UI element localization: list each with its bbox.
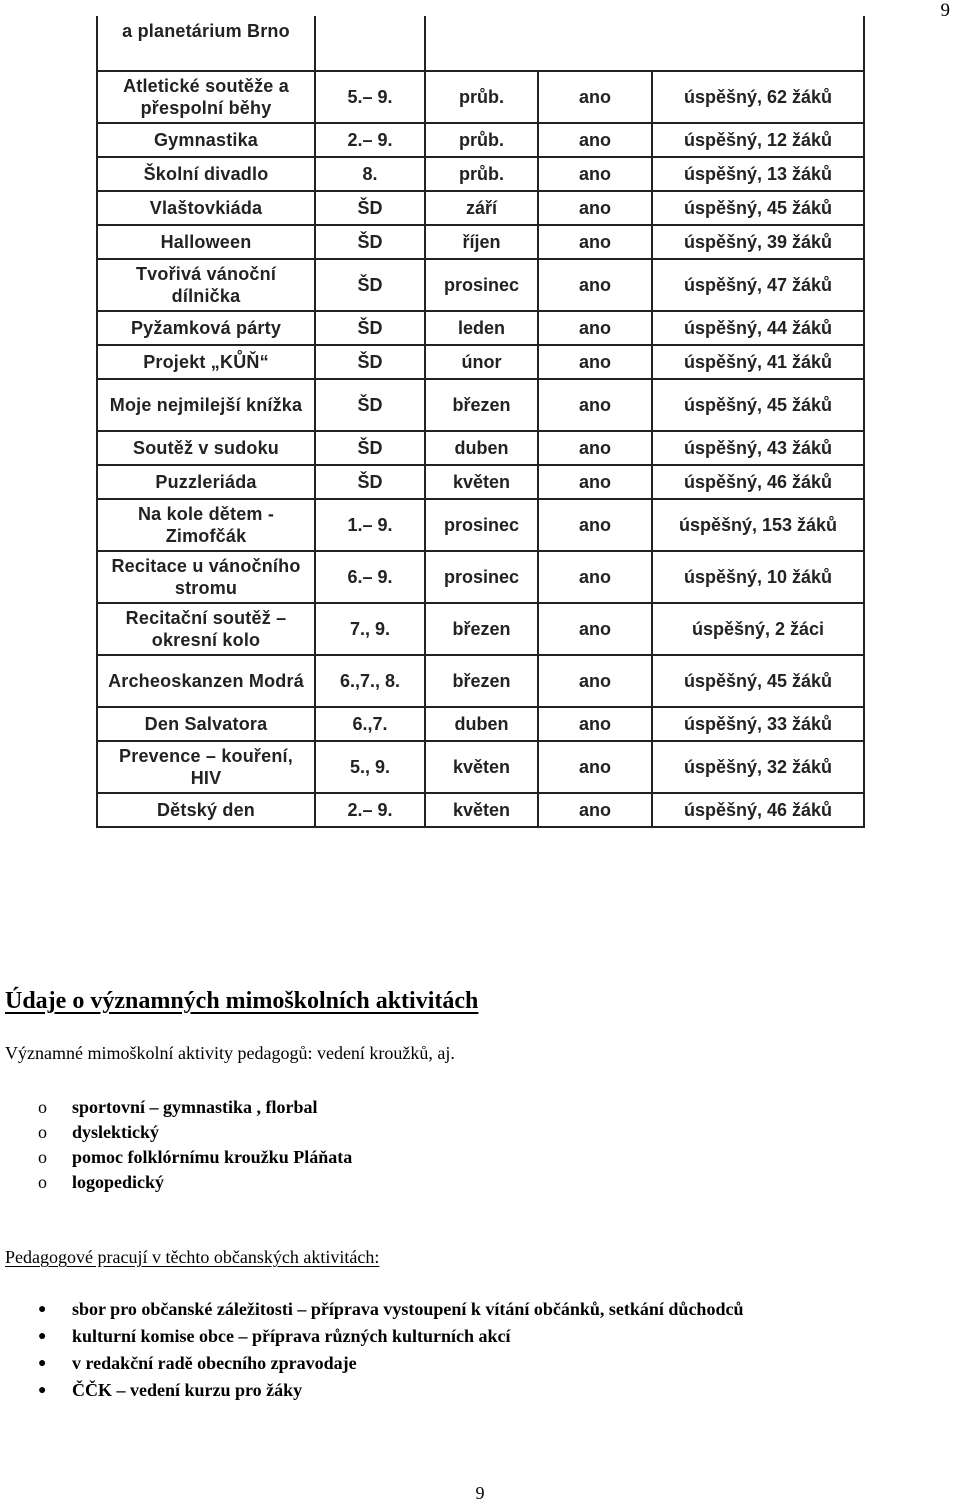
cell-result: úspěšný, 46 žáků <box>652 793 864 827</box>
circle-list-item <box>5 1095 352 1120</box>
footer-page-number: 9 <box>475 1483 485 1503</box>
cell-empty-wide <box>425 16 864 71</box>
cell-held: ano <box>538 707 652 741</box>
cell-result: úspěšný, 32 žáků <box>652 741 864 793</box>
cell-activity-name: Halloween <box>97 225 315 259</box>
cell-classes: 5., 9. <box>315 741 425 793</box>
dot-list-item <box>5 1350 743 1377</box>
cell-activity-name: Puzzleriáda <box>97 465 315 499</box>
cell-held: ano <box>538 225 652 259</box>
cell-activity-name: Gymnastika <box>97 123 315 157</box>
circle-list-item-text: pomoc folklórnímu kroužku Pláňata <box>72 1147 353 1167</box>
cell-result: úspěšný, 44 žáků <box>652 311 864 345</box>
cell-activity-name: Prevence – kouření, HIV <box>97 741 315 793</box>
circle-list-item <box>5 1145 352 1170</box>
dot-list-item-text: sbor pro občanské záležitosti – příprava vystoupení k vítání občánků, setkání důchodců <box>72 1299 744 1319</box>
cell-when: květen <box>425 465 538 499</box>
circle-bullet-icon: o <box>38 1147 47 1167</box>
table-row <box>97 379 864 431</box>
cell-when: březen <box>425 379 538 431</box>
cell-classes: 5.– 9. <box>315 71 425 123</box>
cell-when: březen <box>425 655 538 707</box>
cell-result: úspěšný, 13 žáků <box>652 157 864 191</box>
cell-held: ano <box>538 157 652 191</box>
cell-classes: 6.– 9. <box>315 551 425 603</box>
cell-when: průb. <box>425 157 538 191</box>
cell-held: ano <box>538 431 652 465</box>
table-row <box>97 603 864 655</box>
cell-result: úspěšný, 47 žáků <box>652 259 864 311</box>
cell-when: květen <box>425 793 538 827</box>
cell-held: ano <box>538 603 652 655</box>
cell-activity-name: Školní divadlo <box>97 157 315 191</box>
dot-list-item <box>5 1296 743 1323</box>
cell-when: duben <box>425 431 538 465</box>
cell-activity-name: Den Salvatora <box>97 707 315 741</box>
table-row <box>97 465 864 499</box>
cell-classes: 2.– 9. <box>315 793 425 827</box>
table-body <box>97 16 864 827</box>
cell-classes: 2.– 9. <box>315 123 425 157</box>
circle-bullet-icon: o <box>38 1122 47 1142</box>
cell-classes: 1.– 9. <box>315 499 425 551</box>
table-row <box>97 157 864 191</box>
cell-classes: 8. <box>315 157 425 191</box>
cell-when: prosinec <box>425 259 538 311</box>
cell-classes: ŠD <box>315 465 425 499</box>
cell-activity-name: Atletické soutěže a přespolní běhy <box>97 71 315 123</box>
table-row <box>97 123 864 157</box>
section-heading: Údaje o významných mimoškolních aktivitách <box>5 988 479 1014</box>
cell-result: úspěšný, 45 žáků <box>652 655 864 707</box>
table-row <box>97 71 864 123</box>
cell-result: úspěšný, 39 žáků <box>652 225 864 259</box>
section-intro: Významné mimoškolní aktivity pedagogů: vedení kroužků, aj. <box>5 1043 455 1063</box>
cell-held: ano <box>538 793 652 827</box>
cell-activity-name: Projekt „KŮŇ“ <box>97 345 315 379</box>
cell-activity-name: Soutěž v sudoku <box>97 431 315 465</box>
cell-held: ano <box>538 311 652 345</box>
cell-held: ano <box>538 191 652 225</box>
table-row <box>97 431 864 465</box>
cell-result: úspěšný, 45 žáků <box>652 191 864 225</box>
circle-bullet-icon: o <box>38 1097 47 1117</box>
cell-when: průb. <box>425 71 538 123</box>
cell-activity-name: Recitace u vánočního stromu <box>97 551 315 603</box>
cell-classes: ŠD <box>315 345 425 379</box>
cell-held: ano <box>538 655 652 707</box>
cell-held: ano <box>538 123 652 157</box>
cell-when: prosinec <box>425 499 538 551</box>
circle-list-item <box>5 1120 352 1145</box>
table-row <box>97 345 864 379</box>
cell-activity-name: Dětský den <box>97 793 315 827</box>
corner-page-number: 9 <box>940 0 950 21</box>
cell-classes: ŠD <box>315 225 425 259</box>
circle-list-item-text: sportovní – gymnastika , florbal <box>72 1097 318 1117</box>
circle-list-item-text: dyslektický <box>72 1122 160 1142</box>
cell-activity-name: Tvořivá vánoční dílnička <box>97 259 315 311</box>
cell-classes: ŠD <box>315 191 425 225</box>
dot-bullet-icon: ● <box>38 1329 47 1344</box>
cell-activity-name: Recitační soutěž – okresní kolo <box>97 603 315 655</box>
dot-list-item-text: ČČK – vedení kurzu pro žáky <box>72 1380 303 1400</box>
cell-classes: ŠD <box>315 259 425 311</box>
cell-held: ano <box>538 71 652 123</box>
table-row <box>97 741 864 793</box>
cell-when: září <box>425 191 538 225</box>
cell-result: úspěšný, 45 žáků <box>652 379 864 431</box>
cell-classes: 6.,7., 8. <box>315 655 425 707</box>
cell-top-fragment: a planetárium Brno <box>97 16 315 71</box>
table-row <box>97 259 864 311</box>
circle-list <box>5 1095 352 1195</box>
cell-held: ano <box>538 345 652 379</box>
table-row <box>97 793 864 827</box>
cell-classes: 7., 9. <box>315 603 425 655</box>
cell-when: prosinec <box>425 551 538 603</box>
cell-activity-name: Vlaštovkiáda <box>97 191 315 225</box>
circle-list-item <box>5 1170 352 1195</box>
table-row <box>97 225 864 259</box>
dot-list <box>5 1296 743 1404</box>
cell-when: květen <box>425 741 538 793</box>
cell-result: úspěšný, 62 žáků <box>652 71 864 123</box>
cell-when: duben <box>425 707 538 741</box>
cell-result: úspěšný, 10 žáků <box>652 551 864 603</box>
cell-empty <box>315 16 425 71</box>
dot-bullet-icon: ● <box>38 1302 47 1317</box>
cell-result: úspěšný, 43 žáků <box>652 431 864 465</box>
dot-list-item-text: kulturní komise obce – příprava různých kulturních akcí <box>72 1326 511 1346</box>
cell-classes: 6.,7. <box>315 707 425 741</box>
table-row <box>97 707 864 741</box>
table-row <box>97 311 864 345</box>
cell-result: úspěšný, 33 žáků <box>652 707 864 741</box>
table-row-top-fragment <box>97 16 864 71</box>
cell-result: úspěšný, 46 žáků <box>652 465 864 499</box>
table-row <box>97 191 864 225</box>
activities-table <box>96 16 865 828</box>
cell-held: ano <box>538 259 652 311</box>
cell-held: ano <box>538 465 652 499</box>
circle-bullet-icon: o <box>38 1172 47 1192</box>
cell-when: březen <box>425 603 538 655</box>
civic-activities-heading: Pedagogové pracují v těchto občanských aktivitách: <box>5 1247 380 1267</box>
table-row <box>97 655 864 707</box>
cell-result: úspěšný, 2 žáci <box>652 603 864 655</box>
cell-result: úspěšný, 153 žáků <box>652 499 864 551</box>
cell-when: únor <box>425 345 538 379</box>
table-row <box>97 499 864 551</box>
cell-held: ano <box>538 379 652 431</box>
table-row <box>97 551 864 603</box>
cell-when: leden <box>425 311 538 345</box>
cell-activity-name: Archeoskanzen Modrá <box>97 655 315 707</box>
cell-classes: ŠD <box>315 431 425 465</box>
cell-activity-name: Na kole dětem - Zimofčák <box>97 499 315 551</box>
cell-classes: ŠD <box>315 379 425 431</box>
dot-list-item-text: v redakční radě obecního zpravodaje <box>72 1353 357 1373</box>
cell-result: úspěšný, 12 žáků <box>652 123 864 157</box>
cell-activity-name: Pyžamková párty <box>97 311 315 345</box>
circle-list-item-text: logopedický <box>72 1172 165 1192</box>
dot-list-item <box>5 1323 743 1350</box>
cell-held: ano <box>538 741 652 793</box>
cell-when: říjen <box>425 225 538 259</box>
cell-classes: ŠD <box>315 311 425 345</box>
dot-bullet-icon: ● <box>38 1383 47 1398</box>
cell-held: ano <box>538 551 652 603</box>
cell-activity-name: Moje nejmilejší knížka <box>97 379 315 431</box>
dot-bullet-icon: ● <box>38 1356 47 1371</box>
cell-when: průb. <box>425 123 538 157</box>
dot-list-item <box>5 1377 743 1404</box>
cell-result: úspěšný, 41 žáků <box>652 345 864 379</box>
cell-held: ano <box>538 499 652 551</box>
